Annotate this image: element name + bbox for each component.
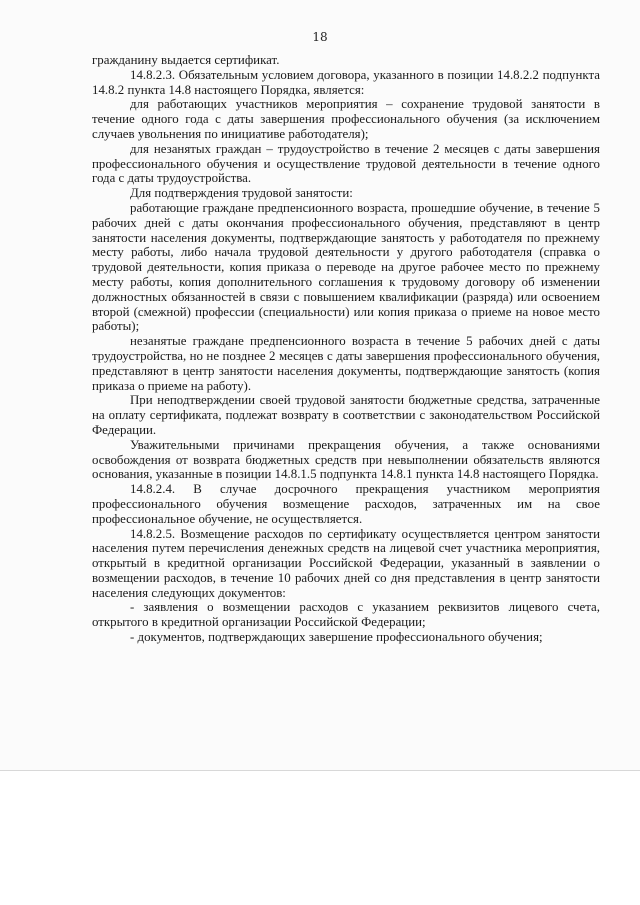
paragraph: При неподтверждении своей трудовой занятости бюджетные средства, затраченные на оплату сертификата, подлежат возврату в соответствии с законодательством Российской Федерации. <box>92 393 600 437</box>
paragraph: 14.8.2.4. В случае досрочного прекращения участником мероприятия профессионального обучения возмещение расходов, затраченных им на свое профессиональное обучение, не осуществляется. <box>92 482 600 526</box>
paragraph: 14.8.2.5. Возмещение расходов по сертификату осуществляется центром занятости населения путем перечисления денежных средств на лицевой счет участника мероприятия, открытый в кредитной организации Российской Федерации, указанный в заявлении о возмещении расходов, в течение 10 рабочих дней со дня представления в центр занятости населения следующих документов: <box>92 526 600 600</box>
paragraph: для незанятых граждан – трудоустройство в течение 2 месяцев с даты завершения профессионального обучения и осуществление трудовой деятельности в течение одного года с даты трудоустройства. <box>92 141 600 186</box>
paragraph: гражданину выдается сертификат. <box>92 53 280 67</box>
paragraph: для работающих участников мероприятия – сохранение трудовой занятости в течение одного года с даты завершения профессионального обучения (за исключением случаев увольнения по инициативе работодателя); <box>92 97 600 141</box>
paragraph: - заявления о возмещении расходов с указанием реквизитов лицевого счета, открытого в кредитной организации Российской Федерации; <box>92 600 600 630</box>
paragraph: работающие граждане предпенсионного возраста, прошедшие обучение, в течение 5 рабочих дней с даты окончания профессионального обучения, представляют в центр занятости населения документы, подтверждающие занятость у работодателя по прежнему месту работы, либо начала трудовой деятельности у другого работодателя (справка о трудовой деятельности, копия приказа о переводе на другое рабочее место по прежнему месту работы, копия дополнительного соглашения к трудовому договору об изменении должностных обязанностей в связи с повышением квалификации (разряда) или освоением второй (смежной) профессии (специальности) или копия приказа о приеме на новое место работы); <box>92 200 600 334</box>
paragraph: Для подтверждения трудовой занятости: <box>130 186 353 201</box>
document-body <box>92 53 600 645</box>
paragraph: Уважительными причинами прекращения обучения, а также основаниями освобождения от возврата бюджетных средств при невыполнении обязательств являются основания, указанные в позиции 14.8.1.5 подпункта 14.8.1 пункта 14.8 настоящего Порядка. <box>92 437 600 482</box>
paragraph: незанятые граждане предпенсионного возраста в течение 5 рабочих дней с даты трудоустройства, но не позднее 2 месяцев с даты завершения профессионального обучения, представляют в центр занятости населения документы, подтверждающие занятость (копия приказа о приеме на работу). <box>92 334 600 393</box>
paragraph: 14.8.2.3. Обязательным условием договора, указанного в позиции 14.8.2.2 подпункта 14.8.2 пункта 14.8 настоящего Порядка, является: <box>92 67 600 97</box>
paragraph: - документов, подтверждающих завершение профессионального обучения; <box>130 630 543 645</box>
page-number: 18 <box>312 30 328 44</box>
